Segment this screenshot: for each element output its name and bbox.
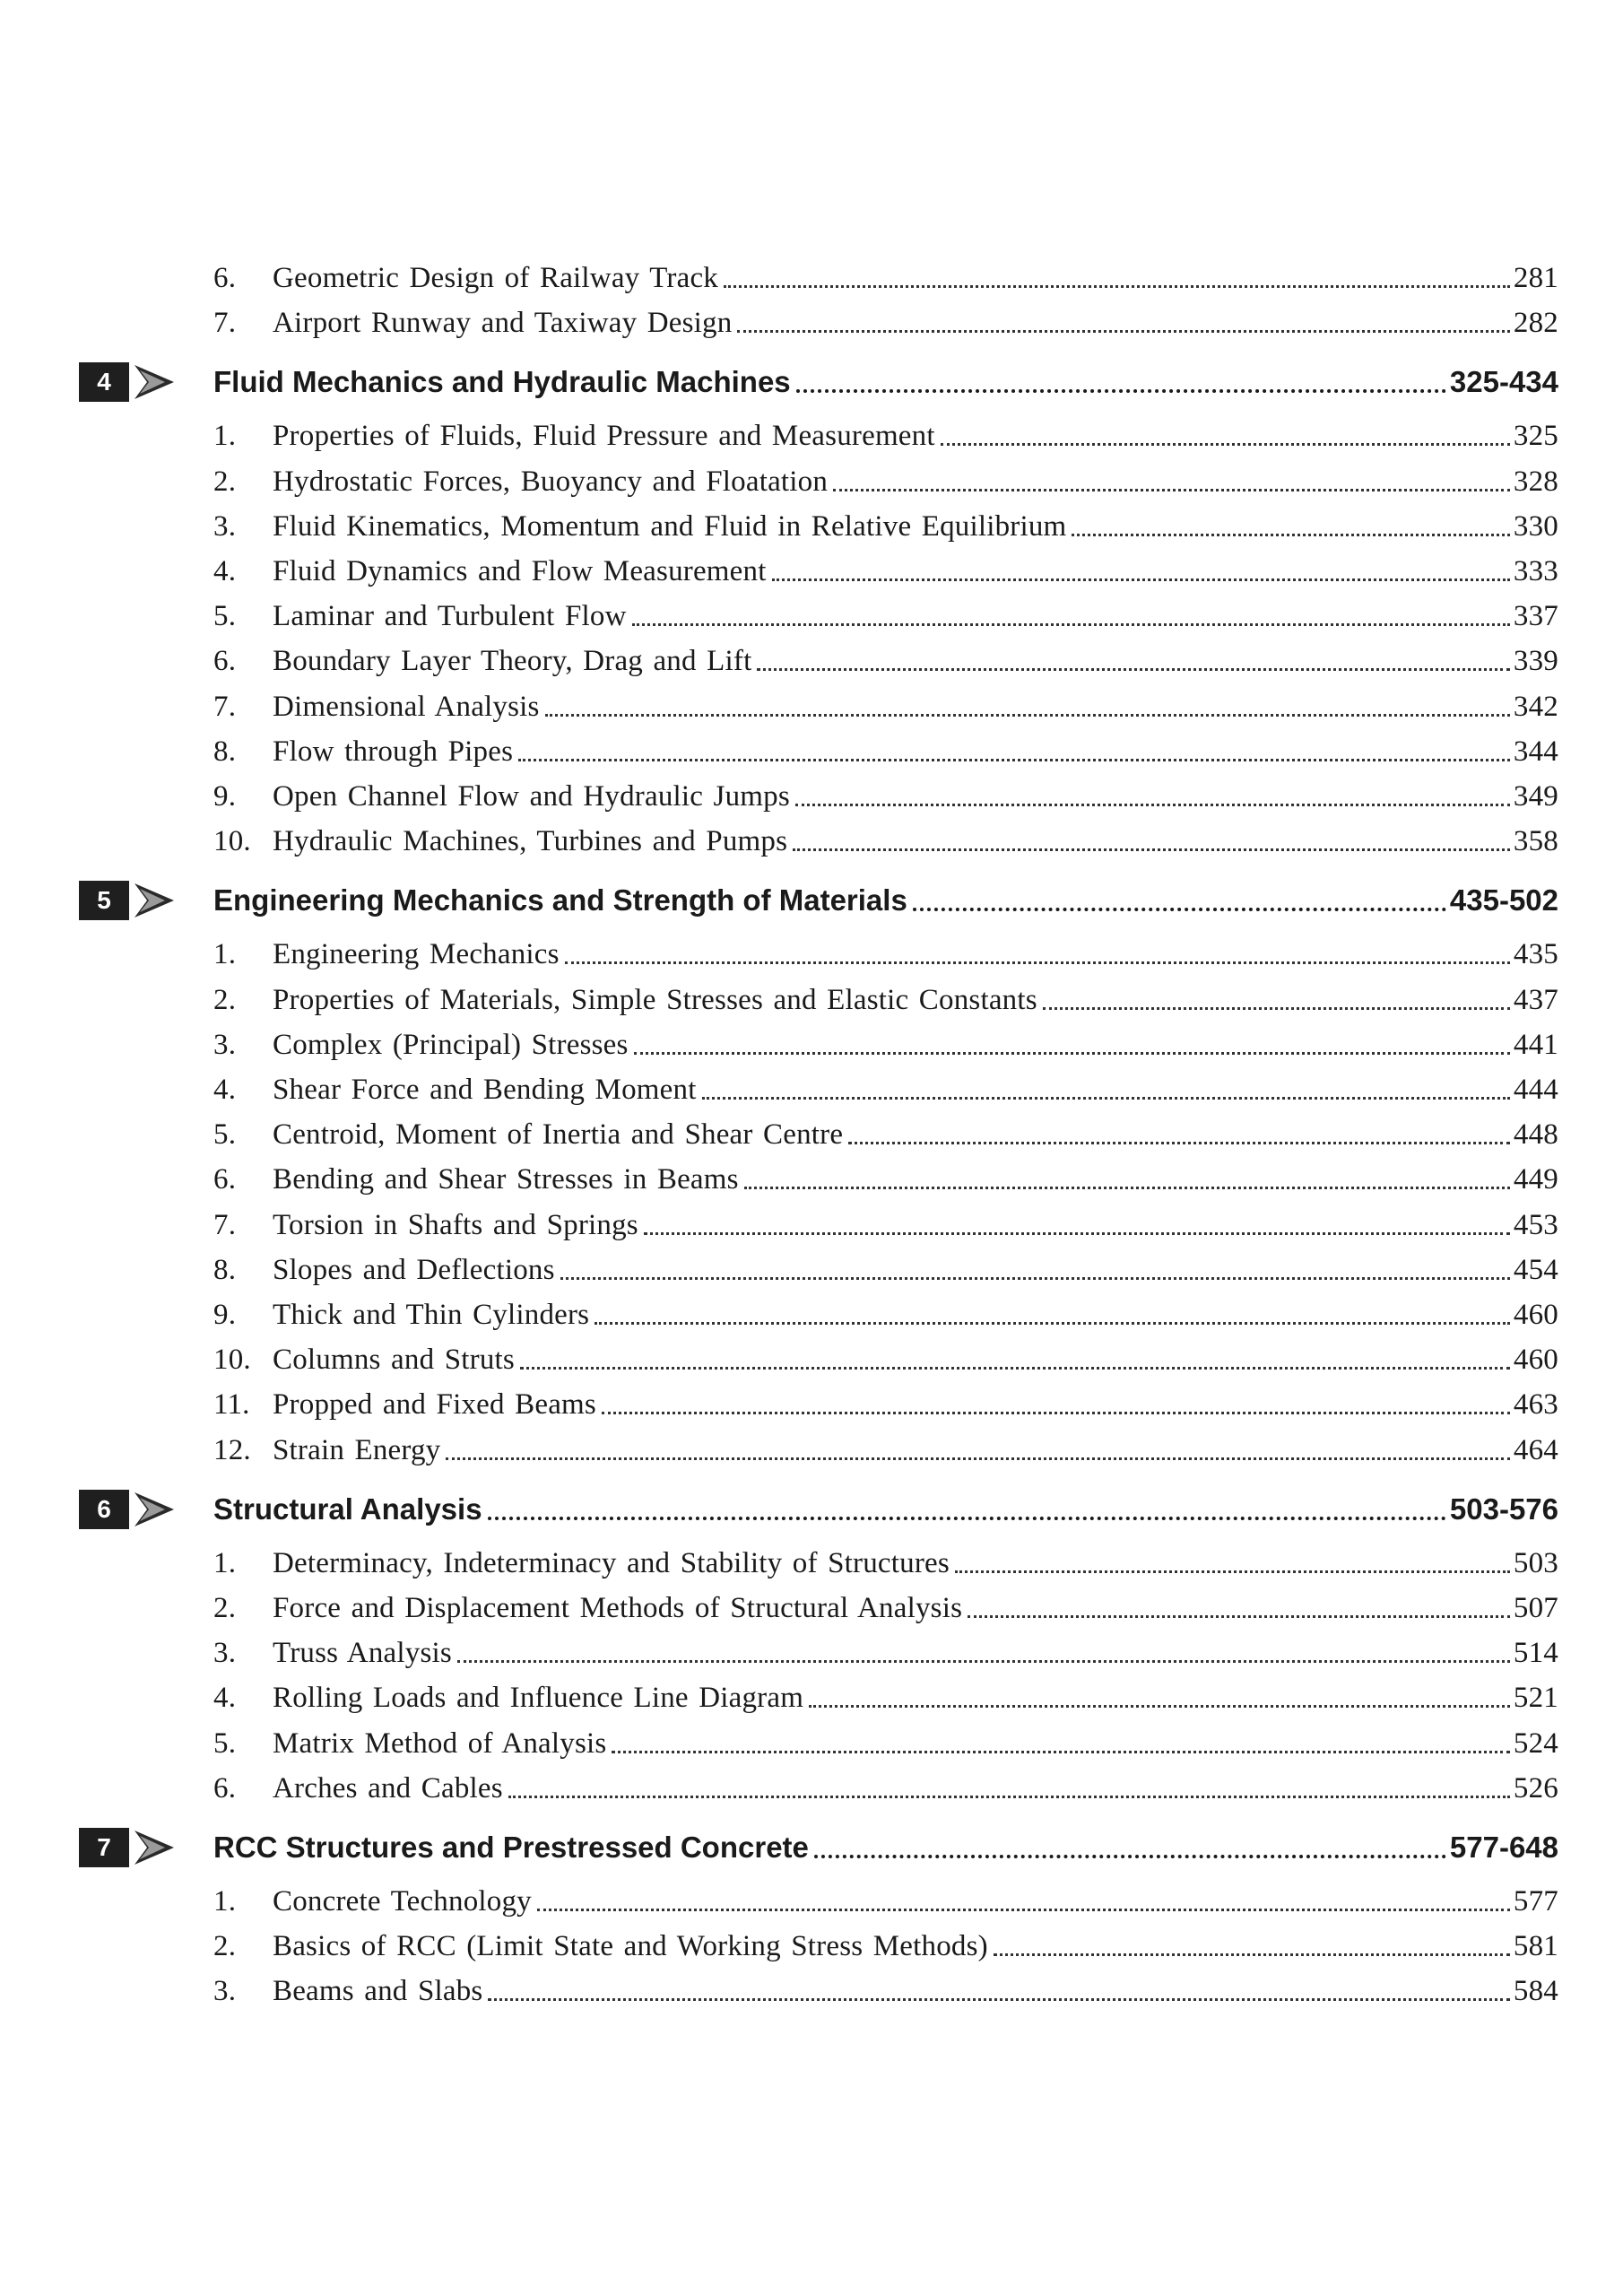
entry-page: 460 <box>1513 1299 1558 1331</box>
entry-title: Strain Energy <box>273 1433 441 1466</box>
entry-title: Arches and Cables <box>273 1771 503 1805</box>
entry-title: Beams and Slabs <box>273 1975 483 2008</box>
entry-number: 7. <box>213 690 237 723</box>
entry-title: Columns and Struts <box>273 1344 515 1377</box>
toc-entry[interactable] <box>213 1678 1558 1718</box>
chapter-heading[interactable] <box>213 361 1558 404</box>
entry-page: 349 <box>1513 780 1558 813</box>
dot-leader <box>941 416 1510 456</box>
toc-entry[interactable] <box>213 303 1558 343</box>
entry-title: Force and Displacement Methods of Structural Analysis <box>273 1592 963 1624</box>
toc-entry[interactable] <box>213 462 1558 501</box>
chevron-right-icon <box>133 881 176 920</box>
chapter-title: Fluid Mechanics and Hydraulic Machines <box>213 365 791 399</box>
dot-leader <box>702 1070 1510 1109</box>
entry-title: Properties of Fluids, Fluid Pressure and Measurement <box>273 420 935 453</box>
toc-entry[interactable] <box>213 416 1558 456</box>
entry-page: 444 <box>1513 1074 1558 1106</box>
chapter-number: 6 <box>79 1490 129 1529</box>
chevron-right-icon <box>133 362 176 402</box>
chapter-badge <box>79 362 178 402</box>
dot-leader <box>814 1826 1446 1869</box>
dot-leader <box>537 1882 1510 1921</box>
dot-leader <box>634 1025 1510 1065</box>
dot-leader <box>994 1926 1510 1966</box>
toc-entry[interactable] <box>213 1769 1558 1808</box>
entry-number: 11. <box>213 1388 250 1422</box>
entry-number: 12. <box>213 1433 251 1466</box>
dot-leader <box>508 1769 1510 1808</box>
entry-title: Truss Analysis <box>273 1637 452 1670</box>
entry-page: 437 <box>1513 983 1558 1016</box>
dot-leader <box>488 1488 1446 1531</box>
toc-entry[interactable] <box>213 1025 1558 1065</box>
toc-entry[interactable] <box>213 980 1558 1020</box>
toc-entry[interactable] <box>213 258 1558 298</box>
chapter-badge <box>79 881 178 920</box>
entry-page: 463 <box>1513 1388 1558 1422</box>
entry-number: 10. <box>213 825 251 858</box>
entry-number: 8. <box>213 735 237 768</box>
entry-page: 333 <box>1513 555 1558 587</box>
entry-title: Geometric Design of Railway Track <box>273 262 719 294</box>
entry-number: 2. <box>213 1592 237 1624</box>
toc-entry[interactable] <box>213 1115 1558 1154</box>
dot-leader <box>644 1205 1510 1245</box>
chevron-right-icon <box>133 1828 176 1867</box>
entry-page: 344 <box>1513 735 1558 768</box>
entry-number: 1. <box>213 1546 237 1579</box>
chapter-page-range: 503-576 <box>1449 1492 1558 1526</box>
dot-leader <box>560 1250 1510 1290</box>
entry-title: Matrix Method of Analysis <box>273 1726 607 1760</box>
entry-page: 339 <box>1513 645 1558 678</box>
entry-page: 282 <box>1513 307 1558 340</box>
dot-leader <box>565 935 1510 974</box>
entry-page: 337 <box>1513 600 1558 633</box>
entry-title: Laminar and Turbulent Flow <box>273 600 627 633</box>
entry-number: 7. <box>213 307 237 340</box>
entry-page: 454 <box>1513 1253 1558 1286</box>
toc-entry[interactable] <box>213 935 1558 974</box>
entry-number: 8. <box>213 1253 237 1286</box>
entry-page: 584 <box>1513 1975 1558 2008</box>
entry-number: 3. <box>213 1637 237 1670</box>
entry-number: 5. <box>213 600 237 633</box>
dot-leader <box>602 1385 1510 1424</box>
dot-leader <box>545 687 1510 726</box>
dot-leader <box>809 1678 1510 1718</box>
toc-entry[interactable] <box>213 732 1558 771</box>
toc-entry[interactable] <box>213 822 1558 861</box>
entry-title: Hydraulic Machines, Turbines and Pumps <box>273 825 788 858</box>
toc-entry[interactable] <box>213 1588 1558 1628</box>
chapter-badge <box>79 1490 178 1529</box>
chapter-page-range: 577-648 <box>1449 1831 1558 1864</box>
entry-page: 330 <box>1513 509 1558 543</box>
dot-leader <box>913 879 1446 922</box>
entry-title: Bending and Shear Stresses in Beams <box>273 1163 739 1196</box>
chapter-page-range: 435-502 <box>1449 883 1558 918</box>
entry-title: Thick and Thin Cylinders <box>273 1299 590 1331</box>
chapter-number: 7 <box>79 1828 129 1867</box>
dot-leader <box>796 361 1446 404</box>
entry-title: Slopes and Deflections <box>273 1253 555 1286</box>
dot-leader <box>520 1340 1510 1379</box>
entry-number: 2. <box>213 465 237 498</box>
entry-page: 281 <box>1513 262 1558 294</box>
toc-entry[interactable] <box>213 596 1558 636</box>
entry-title: Open Channel Flow and Hydraulic Jumps <box>273 780 790 813</box>
chapter-number: 4 <box>79 362 129 402</box>
chapter-title: RCC Structures and Prestressed Concrete <box>213 1831 809 1864</box>
entry-page: 460 <box>1513 1344 1558 1377</box>
dot-leader <box>737 303 1509 343</box>
dot-leader <box>1072 507 1509 546</box>
entry-title: Flow through Pipes <box>273 735 514 768</box>
dot-leader <box>744 1160 1510 1199</box>
entry-page: 503 <box>1513 1546 1558 1579</box>
entry-title: Fluid Kinematics, Momentum and Fluid in Relative Equilibrium <box>273 509 1067 543</box>
entry-page: 325 <box>1513 420 1558 453</box>
chapter-badge <box>79 1828 178 1867</box>
entry-title: Shear Force and Bending Moment <box>273 1074 697 1106</box>
toc-entry[interactable] <box>213 1544 1558 1583</box>
toc-entry[interactable] <box>213 687 1558 726</box>
chevron-right-icon <box>133 1490 176 1529</box>
dot-leader <box>795 777 1510 816</box>
dot-leader <box>833 462 1510 501</box>
entry-title: Complex (Principal) Stresses <box>273 1028 629 1061</box>
entry-page: 328 <box>1513 465 1558 498</box>
entry-number: 6. <box>213 645 237 678</box>
entry-number: 7. <box>213 1208 237 1241</box>
dot-leader <box>1043 980 1510 1020</box>
entry-number: 2. <box>213 983 237 1016</box>
toc-entry[interactable] <box>213 1431 1558 1470</box>
toc-entry[interactable] <box>213 1882 1558 1921</box>
entry-number: 1. <box>213 420 237 453</box>
entry-number: 9. <box>213 1299 237 1331</box>
entry-number: 2. <box>213 1930 237 1963</box>
entry-number: 4. <box>213 1682 237 1715</box>
toc-entry[interactable] <box>213 1340 1558 1379</box>
toc-entry[interactable] <box>213 1070 1558 1109</box>
dot-leader <box>595 1295 1510 1335</box>
toc-entry[interactable] <box>213 1250 1558 1290</box>
dot-leader <box>757 641 1509 681</box>
entry-number: 1. <box>213 1885 237 1918</box>
dot-leader <box>612 1724 1509 1763</box>
entry-number: 6. <box>213 262 237 294</box>
entry-title: Dimensional Analysis <box>273 690 540 723</box>
entry-title: Engineering Mechanics <box>273 938 560 971</box>
entry-number: 3. <box>213 1028 237 1061</box>
chapter-heading[interactable] <box>213 1488 1558 1531</box>
toc-entry[interactable] <box>213 1295 1558 1335</box>
entry-title: Centroid, Moment of Inertia and Shear Centre <box>273 1118 844 1152</box>
entry-page: 441 <box>1513 1028 1558 1061</box>
entry-page: 448 <box>1513 1118 1558 1152</box>
dot-leader <box>724 258 1510 298</box>
entry-number: 3. <box>213 1975 237 2008</box>
toc-entry[interactable] <box>213 1160 1558 1199</box>
entry-number: 4. <box>213 1074 237 1106</box>
entry-page: 358 <box>1513 825 1558 858</box>
chapter-heading[interactable] <box>213 1826 1558 1869</box>
toc-entry[interactable] <box>213 1385 1558 1424</box>
chapter-number: 5 <box>79 881 129 920</box>
entry-number: 6. <box>213 1771 237 1805</box>
dot-leader <box>848 1115 1510 1154</box>
entry-title: Properties of Materials, Simple Stresses and Elastic Constants <box>273 983 1037 1016</box>
entry-page: 524 <box>1513 1726 1558 1760</box>
dot-leader <box>793 822 1510 861</box>
entry-number: 6. <box>213 1163 237 1196</box>
chapter-page-range: 325-434 <box>1449 365 1558 399</box>
dot-leader <box>772 552 1510 591</box>
toc-entry[interactable] <box>213 1971 1558 2011</box>
entry-page: 526 <box>1513 1771 1558 1805</box>
entry-title: Airport Runway and Taxiway Design <box>273 307 733 340</box>
entry-page: 342 <box>1513 690 1558 723</box>
entry-page: 581 <box>1513 1930 1558 1963</box>
entry-title: Rolling Loads and Influence Line Diagram <box>273 1682 804 1715</box>
toc-entry[interactable] <box>213 1724 1558 1763</box>
entry-title: Fluid Dynamics and Flow Measurement <box>273 555 767 587</box>
dot-leader <box>457 1633 1510 1673</box>
entry-page: 507 <box>1513 1592 1558 1624</box>
entry-page: 521 <box>1513 1682 1558 1715</box>
toc-entry[interactable] <box>213 507 1558 546</box>
entry-number: 3. <box>213 509 237 543</box>
toc-entry[interactable] <box>213 1205 1558 1245</box>
entry-number: 9. <box>213 780 237 813</box>
dot-leader <box>955 1544 1510 1583</box>
dot-leader <box>968 1588 1510 1628</box>
entry-number: 10. <box>213 1344 251 1377</box>
chapter-title: Engineering Mechanics and Strength of Materials <box>213 883 907 918</box>
entry-number: 1. <box>213 938 237 971</box>
dot-leader <box>518 732 1510 771</box>
entry-page: 577 <box>1513 1885 1558 1918</box>
entry-title: Basics of RCC (Limit State and Working Stress Methods) <box>273 1930 988 1963</box>
toc-entry[interactable] <box>213 641 1558 681</box>
toc-entry[interactable] <box>213 552 1558 591</box>
entry-number: 5. <box>213 1726 237 1760</box>
entry-page: 435 <box>1513 938 1558 971</box>
dot-leader <box>632 596 1510 636</box>
dot-leader <box>488 1971 1509 2011</box>
toc-entry[interactable] <box>213 1633 1558 1673</box>
entry-page: 453 <box>1513 1208 1558 1241</box>
entry-title: Determinacy, Indeterminacy and Stability of Structures <box>273 1546 950 1579</box>
dot-leader <box>446 1431 1510 1470</box>
entry-title: Propped and Fixed Beams <box>273 1388 596 1422</box>
entry-title: Boundary Layer Theory, Drag and Lift <box>273 645 752 678</box>
chapter-title: Structural Analysis <box>213 1492 482 1526</box>
toc-entry[interactable] <box>213 1926 1558 1966</box>
toc-entry[interactable] <box>213 777 1558 816</box>
entry-page: 464 <box>1513 1433 1558 1466</box>
entry-page: 514 <box>1513 1637 1558 1670</box>
entry-page: 449 <box>1513 1163 1558 1196</box>
chapter-heading[interactable] <box>213 879 1558 922</box>
entry-title: Hydrostatic Forces, Buoyancy and Floatation <box>273 465 829 498</box>
entry-number: 4. <box>213 555 237 587</box>
entry-title: Torsion in Shafts and Springs <box>273 1208 638 1241</box>
entry-number: 5. <box>213 1118 237 1152</box>
entry-title: Concrete Technology <box>273 1885 532 1918</box>
